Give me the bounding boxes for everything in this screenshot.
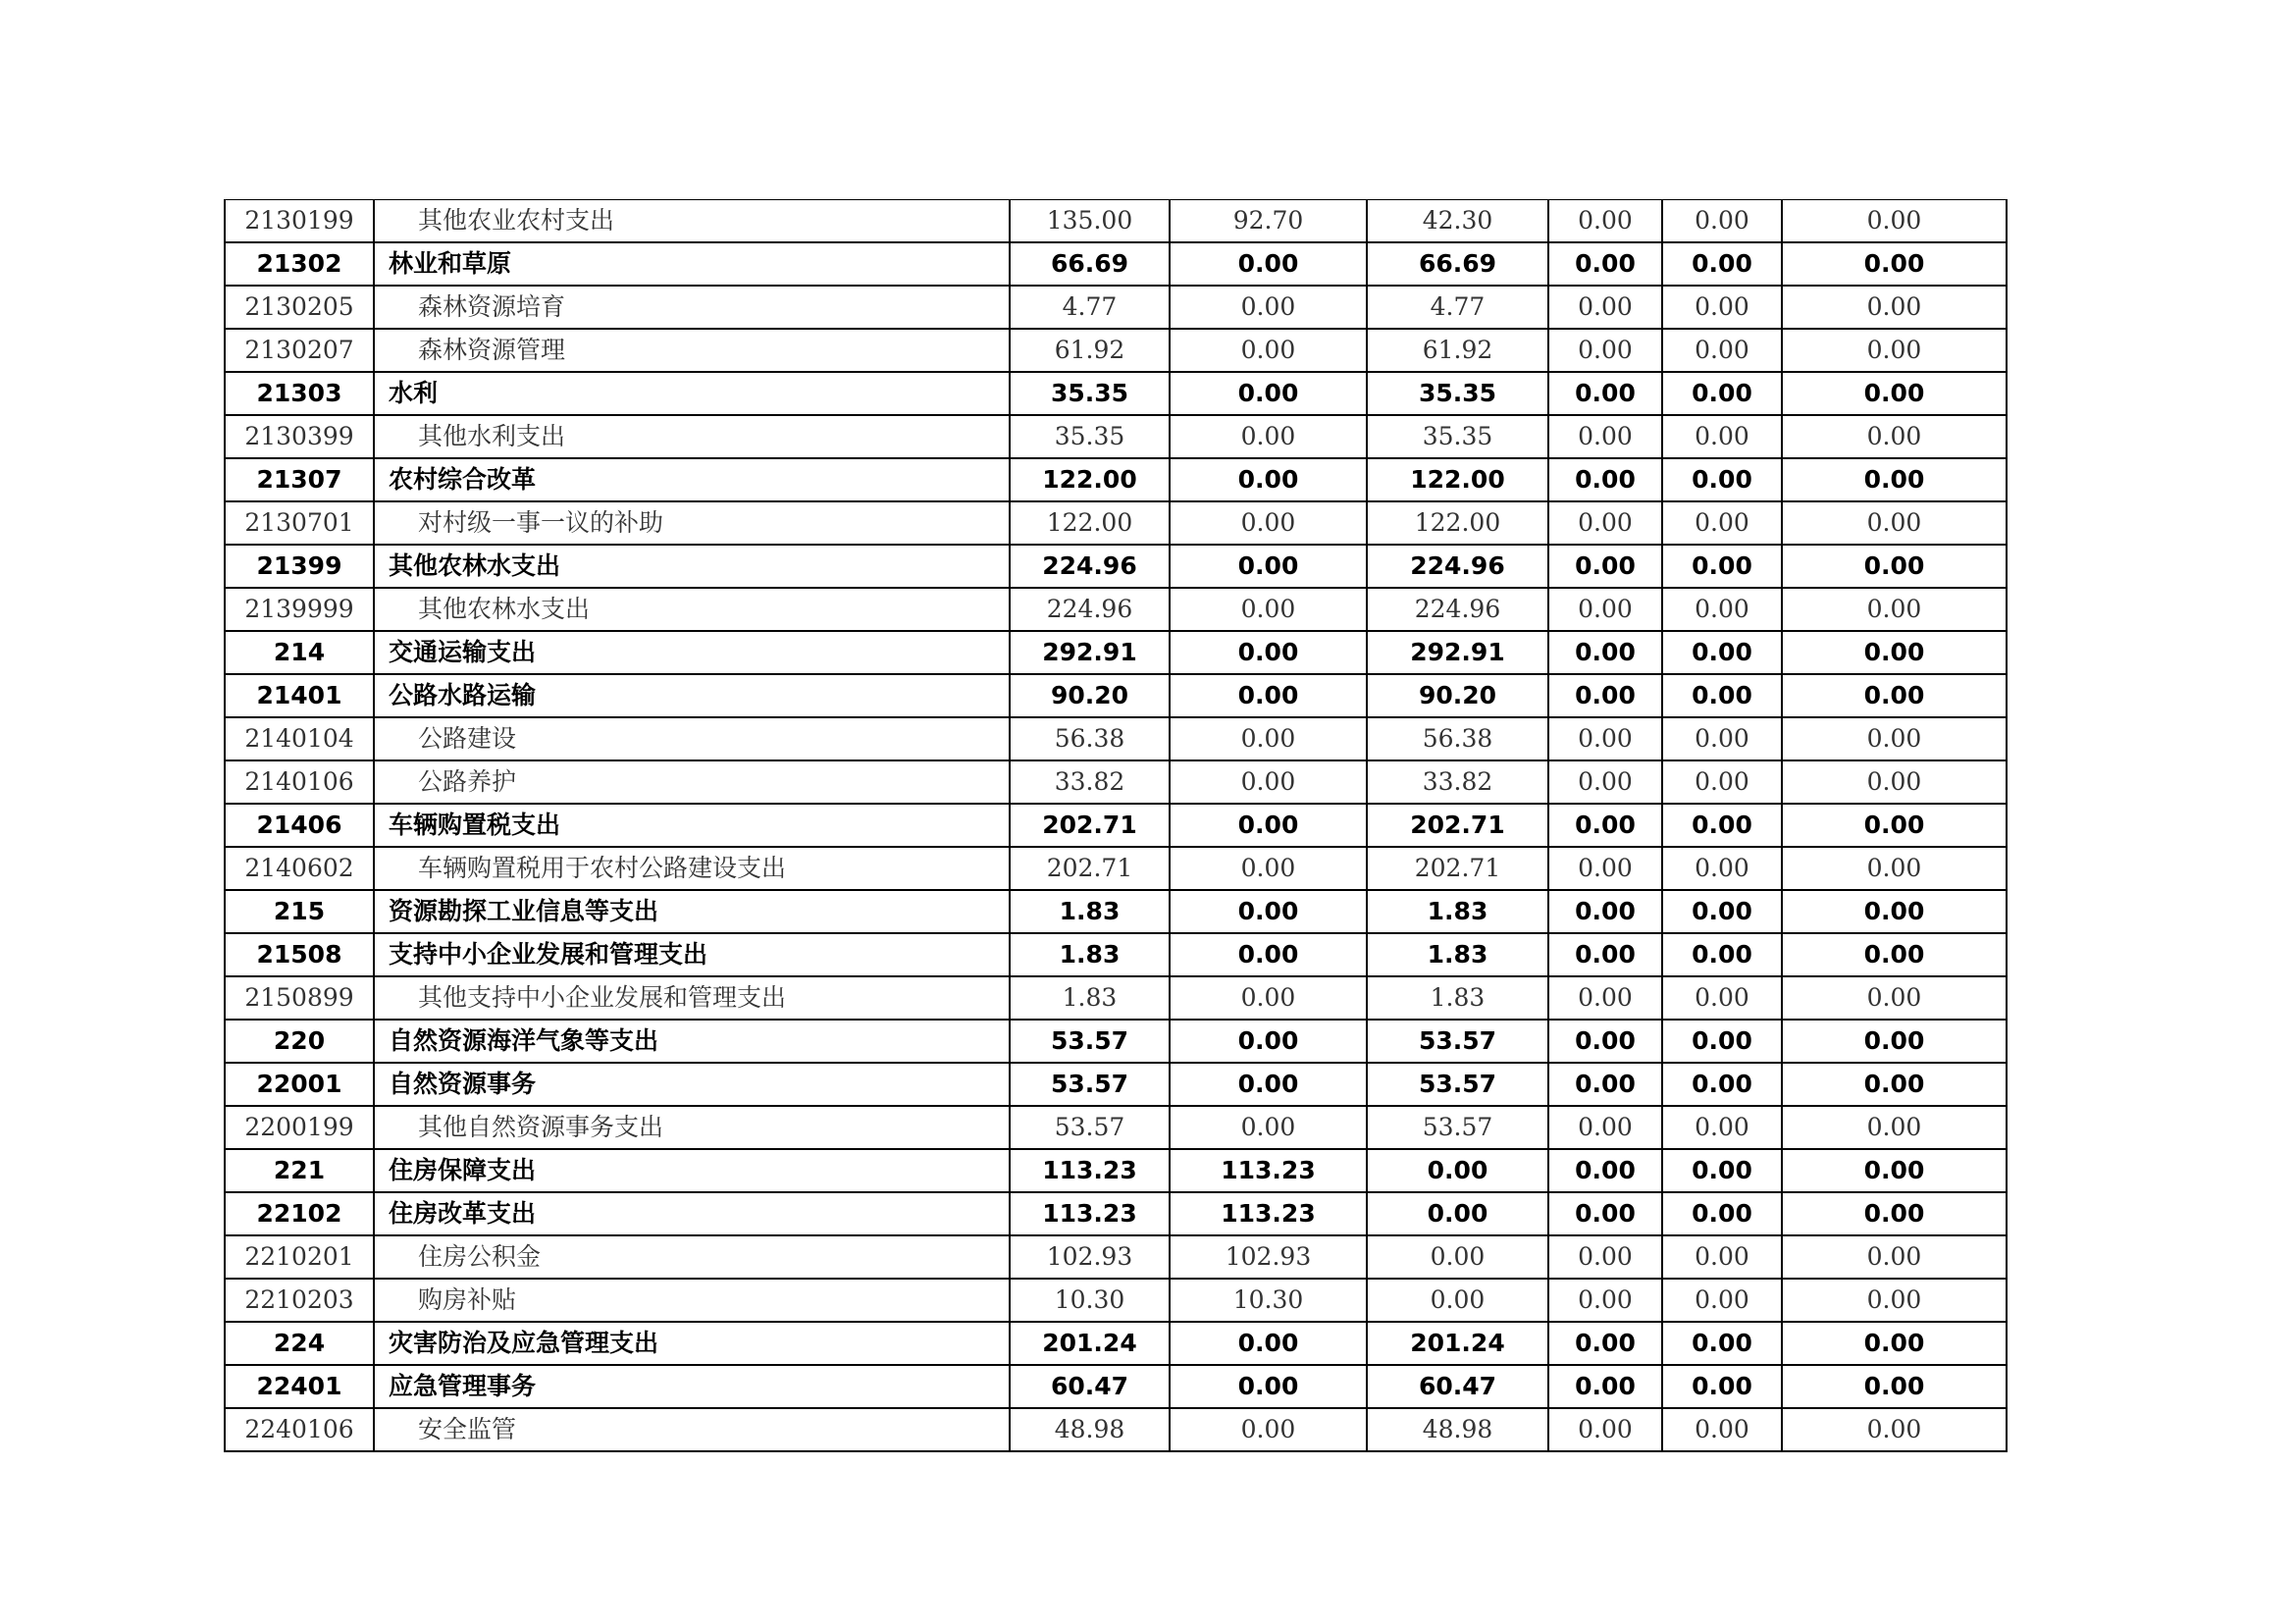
table-row bbox=[225, 588, 2007, 631]
value-col5-cell: 0.00 bbox=[1662, 1235, 1782, 1279]
value-col5-cell: 0.00 bbox=[1662, 329, 1782, 372]
total-cell: 66.69 bbox=[1010, 242, 1170, 286]
basic-expenditure-cell: 0.00 bbox=[1170, 674, 1367, 717]
code-cell: 2240106 bbox=[225, 1408, 374, 1451]
basic-expenditure-cell: 113.23 bbox=[1170, 1149, 1367, 1192]
basic-expenditure-cell: 0.00 bbox=[1170, 545, 1367, 588]
value-col6-cell: 0.00 bbox=[1782, 545, 2007, 588]
code-cell: 224 bbox=[225, 1322, 374, 1365]
basic-expenditure-cell: 0.00 bbox=[1170, 933, 1367, 976]
basic-expenditure-cell: 0.00 bbox=[1170, 1063, 1367, 1106]
table-row bbox=[225, 458, 2007, 501]
code-cell: 221 bbox=[225, 1149, 374, 1192]
code-cell: 21401 bbox=[225, 674, 374, 717]
code-cell: 21399 bbox=[225, 545, 374, 588]
total-cell: 33.82 bbox=[1010, 760, 1170, 804]
basic-expenditure-cell: 0.00 bbox=[1170, 847, 1367, 890]
value-col4-cell: 0.00 bbox=[1548, 1106, 1662, 1149]
value-col5-cell: 0.00 bbox=[1662, 1020, 1782, 1063]
value-col6-cell: 0.00 bbox=[1782, 415, 2007, 458]
table-row bbox=[225, 760, 2007, 804]
code-cell: 2210201 bbox=[225, 1235, 374, 1279]
expenditure-table bbox=[224, 199, 2008, 1452]
value-col6-cell: 0.00 bbox=[1782, 372, 2007, 415]
table-row bbox=[225, 1149, 2007, 1192]
table-row bbox=[225, 286, 2007, 329]
value-col5-cell: 0.00 bbox=[1662, 804, 1782, 847]
value-col6-cell: 0.00 bbox=[1782, 933, 2007, 976]
item-name-cell: 公路建设 bbox=[374, 717, 1010, 760]
value-col5-cell: 0.00 bbox=[1662, 976, 1782, 1020]
value-col6-cell: 0.00 bbox=[1782, 847, 2007, 890]
item-name-cell: 林业和草原 bbox=[374, 242, 1010, 286]
basic-expenditure-cell: 0.00 bbox=[1170, 1365, 1367, 1408]
value-col4-cell: 0.00 bbox=[1548, 976, 1662, 1020]
table-row bbox=[225, 329, 2007, 372]
value-col4-cell: 0.00 bbox=[1548, 847, 1662, 890]
table-row bbox=[225, 1279, 2007, 1322]
code-cell: 2130399 bbox=[225, 415, 374, 458]
value-col5-cell: 0.00 bbox=[1662, 372, 1782, 415]
table-row bbox=[225, 1408, 2007, 1451]
item-name-cell: 水利 bbox=[374, 372, 1010, 415]
project-expenditure-cell: 0.00 bbox=[1367, 1149, 1548, 1192]
table-row bbox=[225, 631, 2007, 674]
total-cell: 122.00 bbox=[1010, 501, 1170, 545]
code-cell: 22001 bbox=[225, 1063, 374, 1106]
value-col6-cell: 0.00 bbox=[1782, 1192, 2007, 1235]
value-col6-cell: 0.00 bbox=[1782, 1365, 2007, 1408]
project-expenditure-cell: 61.92 bbox=[1367, 329, 1548, 372]
item-name-cell: 其他水利支出 bbox=[374, 415, 1010, 458]
table-row bbox=[225, 1192, 2007, 1235]
item-name-cell: 其他支持中小企业发展和管理支出 bbox=[374, 976, 1010, 1020]
basic-expenditure-cell: 0.00 bbox=[1170, 631, 1367, 674]
value-col6-cell: 0.00 bbox=[1782, 1063, 2007, 1106]
project-expenditure-cell: 202.71 bbox=[1367, 804, 1548, 847]
total-cell: 35.35 bbox=[1010, 372, 1170, 415]
table-row bbox=[225, 1235, 2007, 1279]
value-col6-cell: 0.00 bbox=[1782, 458, 2007, 501]
value-col5-cell: 0.00 bbox=[1662, 242, 1782, 286]
value-col6-cell: 0.00 bbox=[1782, 1235, 2007, 1279]
value-col4-cell: 0.00 bbox=[1548, 1192, 1662, 1235]
table-row bbox=[225, 372, 2007, 415]
value-col4-cell: 0.00 bbox=[1548, 1365, 1662, 1408]
value-col6-cell: 0.00 bbox=[1782, 200, 2007, 243]
total-cell: 102.93 bbox=[1010, 1235, 1170, 1279]
total-cell: 202.71 bbox=[1010, 847, 1170, 890]
item-name-cell: 森林资源培育 bbox=[374, 286, 1010, 329]
table-row bbox=[225, 415, 2007, 458]
table-row bbox=[225, 933, 2007, 976]
table-row bbox=[225, 545, 2007, 588]
total-cell: 53.57 bbox=[1010, 1106, 1170, 1149]
code-cell: 2140104 bbox=[225, 717, 374, 760]
total-cell: 10.30 bbox=[1010, 1279, 1170, 1322]
item-name-cell: 车辆购置税用于农村公路建设支出 bbox=[374, 847, 1010, 890]
basic-expenditure-cell: 0.00 bbox=[1170, 329, 1367, 372]
basic-expenditure-cell: 0.00 bbox=[1170, 976, 1367, 1020]
value-col5-cell: 0.00 bbox=[1662, 760, 1782, 804]
item-name-cell: 自然资源事务 bbox=[374, 1063, 1010, 1106]
item-name-cell: 其他自然资源事务支出 bbox=[374, 1106, 1010, 1149]
value-col4-cell: 0.00 bbox=[1548, 804, 1662, 847]
code-cell: 21307 bbox=[225, 458, 374, 501]
basic-expenditure-cell: 0.00 bbox=[1170, 890, 1367, 933]
value-col5-cell: 0.00 bbox=[1662, 847, 1782, 890]
value-col5-cell: 0.00 bbox=[1662, 501, 1782, 545]
value-col6-cell: 0.00 bbox=[1782, 976, 2007, 1020]
code-cell: 2140106 bbox=[225, 760, 374, 804]
value-col4-cell: 0.00 bbox=[1548, 1235, 1662, 1279]
project-expenditure-cell: 202.71 bbox=[1367, 847, 1548, 890]
project-expenditure-cell: 53.57 bbox=[1367, 1020, 1548, 1063]
project-expenditure-cell: 122.00 bbox=[1367, 458, 1548, 501]
value-col4-cell: 0.00 bbox=[1548, 242, 1662, 286]
total-cell: 56.38 bbox=[1010, 717, 1170, 760]
item-name-cell: 车辆购置税支出 bbox=[374, 804, 1010, 847]
project-expenditure-cell: 292.91 bbox=[1367, 631, 1548, 674]
table-row bbox=[225, 1106, 2007, 1149]
value-col6-cell: 0.00 bbox=[1782, 1322, 2007, 1365]
value-col5-cell: 0.00 bbox=[1662, 1063, 1782, 1106]
project-expenditure-cell: 0.00 bbox=[1367, 1279, 1548, 1322]
item-name-cell: 资源勘探工业信息等支出 bbox=[374, 890, 1010, 933]
basic-expenditure-cell: 0.00 bbox=[1170, 760, 1367, 804]
basic-expenditure-cell: 102.93 bbox=[1170, 1235, 1367, 1279]
value-col5-cell: 0.00 bbox=[1662, 1365, 1782, 1408]
value-col5-cell: 0.00 bbox=[1662, 458, 1782, 501]
basic-expenditure-cell: 0.00 bbox=[1170, 458, 1367, 501]
total-cell: 60.47 bbox=[1010, 1365, 1170, 1408]
item-name-cell: 住房公积金 bbox=[374, 1235, 1010, 1279]
value-col4-cell: 0.00 bbox=[1548, 415, 1662, 458]
value-col4-cell: 0.00 bbox=[1548, 1279, 1662, 1322]
code-cell: 2130701 bbox=[225, 501, 374, 545]
value-col5-cell: 0.00 bbox=[1662, 1106, 1782, 1149]
table-row bbox=[225, 847, 2007, 890]
total-cell: 1.83 bbox=[1010, 890, 1170, 933]
table-row bbox=[225, 674, 2007, 717]
total-cell: 202.71 bbox=[1010, 804, 1170, 847]
total-cell: 1.83 bbox=[1010, 976, 1170, 1020]
value-col5-cell: 0.00 bbox=[1662, 1279, 1782, 1322]
value-col4-cell: 0.00 bbox=[1548, 545, 1662, 588]
project-expenditure-cell: 66.69 bbox=[1367, 242, 1548, 286]
value-col6-cell: 0.00 bbox=[1782, 1106, 2007, 1149]
total-cell: 90.20 bbox=[1010, 674, 1170, 717]
project-expenditure-cell: 1.83 bbox=[1367, 933, 1548, 976]
total-cell: 113.23 bbox=[1010, 1149, 1170, 1192]
value-col4-cell: 0.00 bbox=[1548, 1408, 1662, 1451]
table-row bbox=[225, 1322, 2007, 1365]
value-col4-cell: 0.00 bbox=[1548, 1063, 1662, 1106]
code-cell: 2130205 bbox=[225, 286, 374, 329]
item-name-cell: 公路养护 bbox=[374, 760, 1010, 804]
value-col6-cell: 0.00 bbox=[1782, 890, 2007, 933]
value-col6-cell: 0.00 bbox=[1782, 501, 2007, 545]
basic-expenditure-cell: 0.00 bbox=[1170, 501, 1367, 545]
project-expenditure-cell: 90.20 bbox=[1367, 674, 1548, 717]
total-cell: 224.96 bbox=[1010, 588, 1170, 631]
item-name-cell: 灾害防治及应急管理支出 bbox=[374, 1322, 1010, 1365]
value-col6-cell: 0.00 bbox=[1782, 242, 2007, 286]
total-cell: 1.83 bbox=[1010, 933, 1170, 976]
code-cell: 220 bbox=[225, 1020, 374, 1063]
code-cell: 215 bbox=[225, 890, 374, 933]
code-cell: 21508 bbox=[225, 933, 374, 976]
total-cell: 53.57 bbox=[1010, 1020, 1170, 1063]
value-col6-cell: 0.00 bbox=[1782, 588, 2007, 631]
item-name-cell: 其他农林水支出 bbox=[374, 545, 1010, 588]
item-name-cell: 公路水路运输 bbox=[374, 674, 1010, 717]
basic-expenditure-cell: 113.23 bbox=[1170, 1192, 1367, 1235]
basic-expenditure-cell: 10.30 bbox=[1170, 1279, 1367, 1322]
project-expenditure-cell: 1.83 bbox=[1367, 976, 1548, 1020]
table-row bbox=[225, 976, 2007, 1020]
value-col4-cell: 0.00 bbox=[1548, 1149, 1662, 1192]
value-col6-cell: 0.00 bbox=[1782, 804, 2007, 847]
basic-expenditure-cell: 0.00 bbox=[1170, 286, 1367, 329]
project-expenditure-cell: 0.00 bbox=[1367, 1235, 1548, 1279]
value-col5-cell: 0.00 bbox=[1662, 1322, 1782, 1365]
code-cell: 22401 bbox=[225, 1365, 374, 1408]
value-col4-cell: 0.00 bbox=[1548, 329, 1662, 372]
total-cell: 4.77 bbox=[1010, 286, 1170, 329]
value-col5-cell: 0.00 bbox=[1662, 286, 1782, 329]
table-row bbox=[225, 717, 2007, 760]
basic-expenditure-cell: 0.00 bbox=[1170, 415, 1367, 458]
item-name-cell: 支持中小企业发展和管理支出 bbox=[374, 933, 1010, 976]
value-col6-cell: 0.00 bbox=[1782, 329, 2007, 372]
item-name-cell: 安全监管 bbox=[374, 1408, 1010, 1451]
total-cell: 122.00 bbox=[1010, 458, 1170, 501]
total-cell: 292.91 bbox=[1010, 631, 1170, 674]
value-col5-cell: 0.00 bbox=[1662, 933, 1782, 976]
value-col5-cell: 0.00 bbox=[1662, 545, 1782, 588]
table-row bbox=[225, 200, 2007, 243]
project-expenditure-cell: 35.35 bbox=[1367, 415, 1548, 458]
total-cell: 53.57 bbox=[1010, 1063, 1170, 1106]
basic-expenditure-cell: 92.70 bbox=[1170, 200, 1367, 243]
value-col4-cell: 0.00 bbox=[1548, 890, 1662, 933]
value-col4-cell: 0.00 bbox=[1548, 717, 1662, 760]
item-name-cell: 购房补贴 bbox=[374, 1279, 1010, 1322]
project-expenditure-cell: 201.24 bbox=[1367, 1322, 1548, 1365]
value-col4-cell: 0.00 bbox=[1548, 372, 1662, 415]
code-cell: 21302 bbox=[225, 242, 374, 286]
value-col5-cell: 0.00 bbox=[1662, 674, 1782, 717]
code-cell: 2140602 bbox=[225, 847, 374, 890]
total-cell: 135.00 bbox=[1010, 200, 1170, 243]
project-expenditure-cell: 1.83 bbox=[1367, 890, 1548, 933]
value-col5-cell: 0.00 bbox=[1662, 631, 1782, 674]
item-name-cell: 应急管理事务 bbox=[374, 1365, 1010, 1408]
value-col4-cell: 0.00 bbox=[1548, 1020, 1662, 1063]
basic-expenditure-cell: 0.00 bbox=[1170, 717, 1367, 760]
project-expenditure-cell: 60.47 bbox=[1367, 1365, 1548, 1408]
value-col4-cell: 0.00 bbox=[1548, 631, 1662, 674]
value-col4-cell: 0.00 bbox=[1548, 760, 1662, 804]
item-name-cell: 其他农业农村支出 bbox=[374, 200, 1010, 243]
project-expenditure-cell: 0.00 bbox=[1367, 1192, 1548, 1235]
value-col6-cell: 0.00 bbox=[1782, 1020, 2007, 1063]
value-col6-cell: 0.00 bbox=[1782, 1408, 2007, 1451]
table-row bbox=[225, 804, 2007, 847]
value-col4-cell: 0.00 bbox=[1548, 200, 1662, 243]
table-body bbox=[225, 200, 2007, 1452]
code-cell: 214 bbox=[225, 631, 374, 674]
code-cell: 21406 bbox=[225, 804, 374, 847]
table-row bbox=[225, 501, 2007, 545]
basic-expenditure-cell: 0.00 bbox=[1170, 588, 1367, 631]
item-name-cell: 交通运输支出 bbox=[374, 631, 1010, 674]
table-row bbox=[225, 1063, 2007, 1106]
item-name-cell: 农村综合改革 bbox=[374, 458, 1010, 501]
basic-expenditure-cell: 0.00 bbox=[1170, 1322, 1367, 1365]
project-expenditure-cell: 53.57 bbox=[1367, 1063, 1548, 1106]
project-expenditure-cell: 35.35 bbox=[1367, 372, 1548, 415]
code-cell: 2130207 bbox=[225, 329, 374, 372]
project-expenditure-cell: 42.30 bbox=[1367, 200, 1548, 243]
code-cell: 2200199 bbox=[225, 1106, 374, 1149]
value-col6-cell: 0.00 bbox=[1782, 631, 2007, 674]
total-cell: 35.35 bbox=[1010, 415, 1170, 458]
code-cell: 2210203 bbox=[225, 1279, 374, 1322]
project-expenditure-cell: 33.82 bbox=[1367, 760, 1548, 804]
value-col5-cell: 0.00 bbox=[1662, 200, 1782, 243]
item-name-cell: 住房保障支出 bbox=[374, 1149, 1010, 1192]
value-col6-cell: 0.00 bbox=[1782, 674, 2007, 717]
basic-expenditure-cell: 0.00 bbox=[1170, 1408, 1367, 1451]
value-col4-cell: 0.00 bbox=[1548, 286, 1662, 329]
value-col6-cell: 0.00 bbox=[1782, 717, 2007, 760]
project-expenditure-cell: 122.00 bbox=[1367, 501, 1548, 545]
project-expenditure-cell: 224.96 bbox=[1367, 545, 1548, 588]
project-expenditure-cell: 48.98 bbox=[1367, 1408, 1548, 1451]
project-expenditure-cell: 224.96 bbox=[1367, 588, 1548, 631]
table-row bbox=[225, 1365, 2007, 1408]
item-name-cell: 自然资源海洋气象等支出 bbox=[374, 1020, 1010, 1063]
item-name-cell: 其他农林水支出 bbox=[374, 588, 1010, 631]
value-col5-cell: 0.00 bbox=[1662, 1149, 1782, 1192]
value-col5-cell: 0.00 bbox=[1662, 890, 1782, 933]
basic-expenditure-cell: 0.00 bbox=[1170, 372, 1367, 415]
total-cell: 48.98 bbox=[1010, 1408, 1170, 1451]
total-cell: 113.23 bbox=[1010, 1192, 1170, 1235]
project-expenditure-cell: 53.57 bbox=[1367, 1106, 1548, 1149]
item-name-cell: 住房改革支出 bbox=[374, 1192, 1010, 1235]
value-col5-cell: 0.00 bbox=[1662, 588, 1782, 631]
basic-expenditure-cell: 0.00 bbox=[1170, 1106, 1367, 1149]
value-col5-cell: 0.00 bbox=[1662, 717, 1782, 760]
project-expenditure-cell: 56.38 bbox=[1367, 717, 1548, 760]
table-row bbox=[225, 1020, 2007, 1063]
value-col4-cell: 0.00 bbox=[1548, 1322, 1662, 1365]
value-col6-cell: 0.00 bbox=[1782, 1149, 2007, 1192]
item-name-cell: 对村级一事一议的补助 bbox=[374, 501, 1010, 545]
table-row bbox=[225, 242, 2007, 286]
value-col4-cell: 0.00 bbox=[1548, 588, 1662, 631]
basic-expenditure-cell: 0.00 bbox=[1170, 1020, 1367, 1063]
value-col5-cell: 0.00 bbox=[1662, 1408, 1782, 1451]
basic-expenditure-cell: 0.00 bbox=[1170, 804, 1367, 847]
basic-expenditure-cell: 0.00 bbox=[1170, 242, 1367, 286]
value-col4-cell: 0.00 bbox=[1548, 674, 1662, 717]
value-col4-cell: 0.00 bbox=[1548, 933, 1662, 976]
code-cell: 21303 bbox=[225, 372, 374, 415]
total-cell: 201.24 bbox=[1010, 1322, 1170, 1365]
item-name-cell: 森林资源管理 bbox=[374, 329, 1010, 372]
project-expenditure-cell: 4.77 bbox=[1367, 286, 1548, 329]
table-row bbox=[225, 890, 2007, 933]
value-col4-cell: 0.00 bbox=[1548, 501, 1662, 545]
value-col6-cell: 0.00 bbox=[1782, 760, 2007, 804]
value-col5-cell: 0.00 bbox=[1662, 415, 1782, 458]
total-cell: 61.92 bbox=[1010, 329, 1170, 372]
code-cell: 2130199 bbox=[225, 200, 374, 243]
value-col6-cell: 0.00 bbox=[1782, 1279, 2007, 1322]
code-cell: 2150899 bbox=[225, 976, 374, 1020]
total-cell: 224.96 bbox=[1010, 545, 1170, 588]
code-cell: 2139999 bbox=[225, 588, 374, 631]
value-col5-cell: 0.00 bbox=[1662, 1192, 1782, 1235]
value-col6-cell: 0.00 bbox=[1782, 286, 2007, 329]
value-col4-cell: 0.00 bbox=[1548, 458, 1662, 501]
code-cell: 22102 bbox=[225, 1192, 374, 1235]
